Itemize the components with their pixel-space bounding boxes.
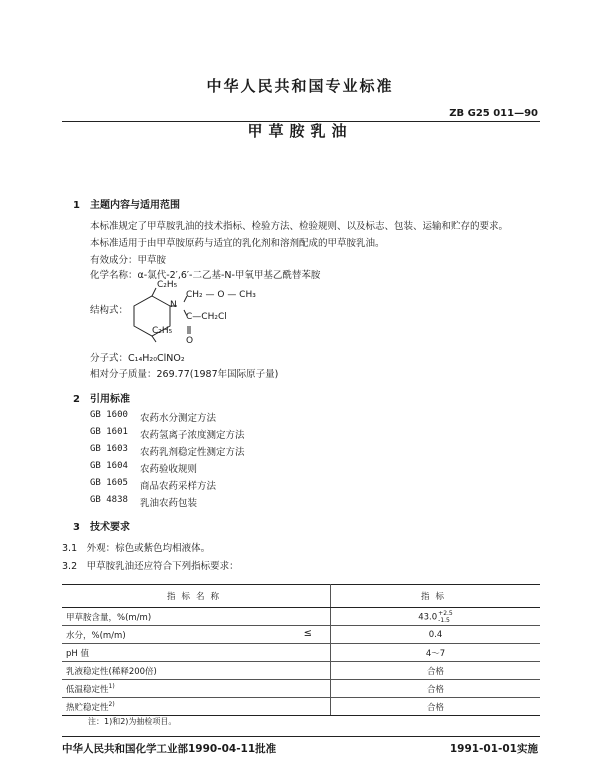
- less-equal-operator: ≤: [303, 628, 312, 639]
- reference-code: GB 1600: [90, 410, 128, 420]
- structure-c2h5-top: C₂H₅: [157, 280, 178, 290]
- reference-title: 农药乳剂稳定性测定方法: [140, 447, 245, 458]
- row-value: 43.0: [418, 612, 438, 622]
- structure-c2h5-bottom: C₂H₅: [152, 326, 173, 336]
- section-1-heading: 1 主题内容与适用范围: [73, 200, 180, 211]
- chemical-name: 化学名称：α-氯代-2′,6′-二乙基-N-甲氧甲基乙酰替苯胺: [90, 270, 321, 281]
- table-header-value: 指标: [331, 585, 541, 608]
- structure-o: O: [186, 336, 194, 346]
- footer-rule: [62, 736, 540, 737]
- standard-type-title: 中华人民共和国专业标准: [206, 77, 394, 95]
- reference-title: 农药验收规则: [140, 464, 198, 475]
- reference-code: GB 1604: [90, 461, 128, 471]
- row-name: 水分，%(m/m): [66, 630, 126, 641]
- table-row: [62, 608, 540, 626]
- reference-title: 农药水分测定方法: [140, 413, 217, 424]
- structure-n: N: [170, 300, 177, 310]
- reference-code: GB 1601: [90, 427, 128, 437]
- section-3-heading: 3 技术要求: [73, 522, 130, 533]
- table-row: [62, 662, 540, 680]
- table-footnote: 注：1)和2)为抽检项目。: [88, 717, 177, 726]
- table-row: [62, 626, 540, 644]
- row-name: 热贮稳定性: [66, 702, 109, 713]
- structure-c-ch2cl: C—CH₂Cl: [186, 312, 227, 322]
- section-3-item-1: 3.1 外观：棕色或紫色均相液体。: [62, 543, 211, 554]
- approval-line: 中华人民共和国化学工业部1990-04-11批准: [62, 743, 277, 755]
- molecular-mass: 相对分子质量：269.77(1987年国际原子量): [90, 369, 279, 380]
- section-2-heading: 2 引用标准: [73, 394, 130, 405]
- standard-code: ZB G25 011—90: [449, 108, 538, 119]
- row-value-plus-tolerance: +2.5: [438, 609, 453, 617]
- table-row: [62, 680, 540, 698]
- reference-code: GB 4838: [90, 495, 128, 505]
- row-value: 合格: [426, 702, 444, 713]
- structure-ch2-o-ch3: CH₂ — O — CH₃: [186, 290, 256, 300]
- reference-title: 商品农药采样方法: [140, 481, 217, 492]
- section-1-para-2: 本标准适用于由甲草胺原药与适宜的乳化剂和溶剂配成的甲草胺乳油。: [90, 238, 385, 249]
- molecular-formula: 分子式：C₁₄H₂₀ClNO₂: [90, 353, 185, 364]
- table-header-row: [62, 585, 540, 608]
- reference-code: GB 1605: [90, 478, 128, 488]
- row-name: 甲草胺含量，%(m/m): [66, 612, 152, 623]
- section-3-item-2: 3.2 甲草胺乳油还应符合下列指标要求：: [62, 561, 239, 572]
- reference-code: GB 1603: [90, 444, 128, 454]
- document-title: 甲草胺乳油: [247, 122, 353, 140]
- row-value: 合格: [426, 666, 444, 677]
- section-1-para-1: 本标准规定了甲草胺乳油的技术指标、检验方法、检验规则、以及标志、包装、运输和贮存的要求。: [90, 221, 509, 232]
- active-ingredient: 有效成分：甲草胺: [90, 255, 167, 266]
- row-value: 0.4: [428, 629, 443, 640]
- row-footnote-marker: 1): [108, 682, 115, 690]
- reference-title: 农药氢离子浓度测定方法: [140, 430, 245, 441]
- row-name: 低温稳定性: [66, 684, 109, 695]
- row-value: 4～7: [425, 648, 446, 659]
- table-row: [62, 698, 540, 716]
- effective-date: 1991-01-01实施: [449, 743, 538, 755]
- row-value-minus-tolerance: -1.5: [438, 616, 450, 624]
- row-name: pH 值: [66, 648, 89, 659]
- requirements-table: [62, 584, 540, 716]
- reference-title: 乳油农药包装: [140, 498, 198, 509]
- table-header-name: 指标名称: [62, 585, 331, 608]
- row-footnote-marker: 2): [108, 700, 115, 708]
- row-value: 合格: [426, 684, 444, 695]
- structure-label: 结构式：: [90, 305, 129, 316]
- table-row: [62, 644, 540, 662]
- row-name: 乳液稳定性(稀释200倍): [66, 666, 157, 677]
